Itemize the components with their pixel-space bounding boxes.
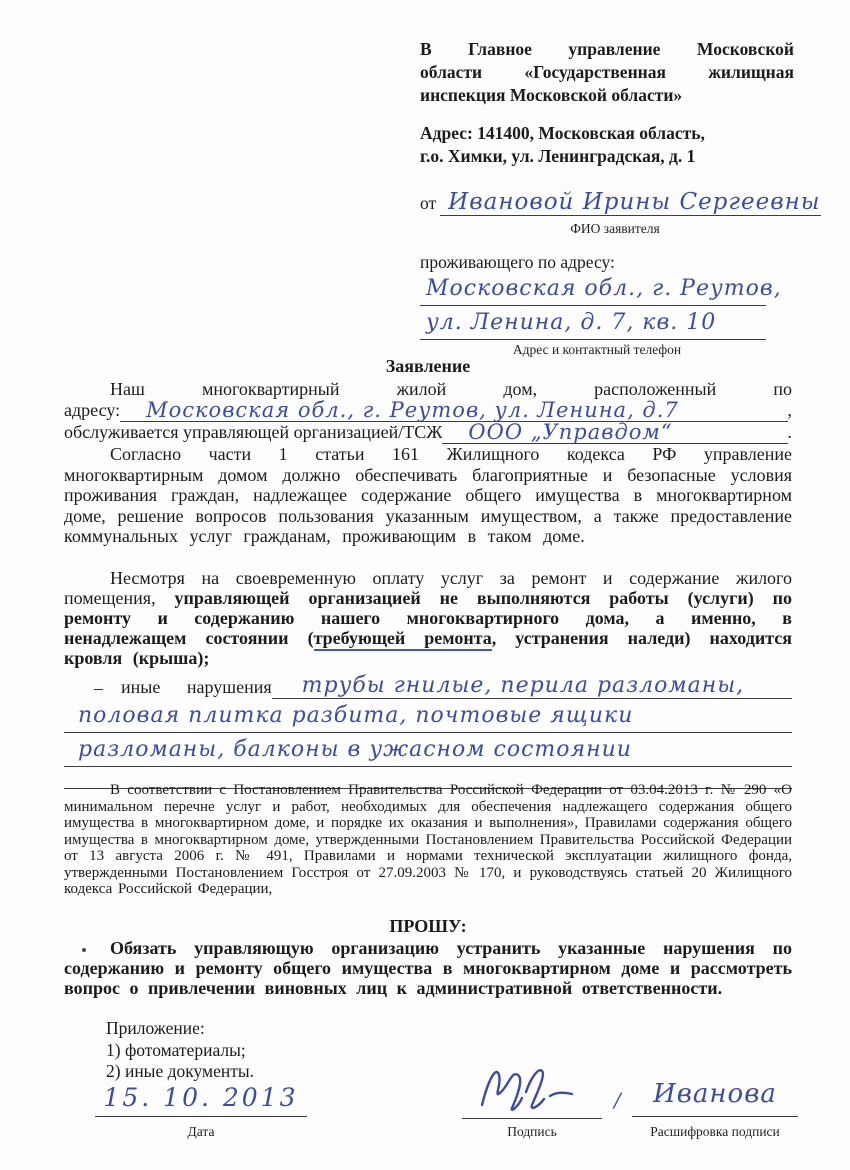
recipient-line: В Главное управление Московской: [420, 39, 794, 59]
paragraph-violations-intro: [64, 568, 792, 668]
applicant-name-caption: ФИО заявителя: [570, 221, 660, 236]
violations-field-line2[interactable]: половая плитка разбита, почтовые ящики: [64, 699, 792, 733]
date-caption: Дата: [187, 1124, 215, 1139]
recipient-address-line: Адрес: 141400, Московская область,: [420, 123, 705, 143]
paragraph-legal-references: В соответствии с Постановлением Правительства Российской Федерации от 03.04.2013 г. № 290 «О минимальном перечне услуг и работ, необходимых для обеспечения надлежащего содержания общего имущества в многоквартирном доме, и порядке их оказания и выполнения», Правилами содержания общего имущества в многоквартирном доме, утвержденными Постановлением Правительства Российской Федерации от 13 августа 2006 г. № 491, Правилами и нормами технической эксплуатации жилищного фонда, утвержденными Постановлением Госстроя от 27.09.2003 № 170, и руководствуясь статьей 20 Жилищного кодекса Российской Федерации,: [64, 782, 792, 897]
attachments-block: [106, 1018, 254, 1083]
recipient-block: [420, 38, 794, 168]
paragraph-house-info: [64, 379, 792, 444]
violations-field-line3[interactable]: разломаны, балконы в ужасном состоянии: [64, 733, 792, 767]
paragraph-line: Наш многоквартирный жилой дом, расположенный по: [110, 379, 792, 399]
paragraph-housing-code: Согласно части 1 статьи 161 Жилищного кодекса РФ управление многоквартирным домом должно обеспечивать благоприятные и безопасные условия проживания граждан, надлежащее содержание общего имущества в многоквартирном доме, решение вопросов пользования указанным имуществом, а также предоставление коммунальных услуг гражданам, проживающим в таком доме.: [64, 444, 792, 546]
request-heading: ПРОШУ:: [389, 916, 467, 936]
applicant-name-handwriting: Ивановой Ирины Сергеевны: [448, 189, 821, 215]
attachment-item: 2) иные документы.: [106, 1061, 254, 1081]
signature-transcript-field[interactable]: Иванова: [632, 1072, 798, 1117]
house-address-field[interactable]: [120, 399, 787, 422]
paragraph-bold-text: , устранения наледи) находится кровля (крыша);: [64, 628, 792, 668]
management-org-label: обслуживается управляющей организацией/ТСЖ: [64, 422, 443, 442]
attachments-label: Приложение:: [106, 1018, 205, 1038]
other-violations-label: иные нарушения: [121, 677, 272, 697]
from-prefix-label: от: [420, 193, 437, 213]
residence-line2-field[interactable]: ул. Ленина, д. 7, кв. 10: [420, 306, 766, 340]
transcript-caption: Расшифровка подписи: [650, 1124, 780, 1139]
residence-line1-field[interactable]: Московская обл., г. Реутов,: [420, 272, 766, 306]
paragraph-bold-text: управляющей организацией не выполняются работы (услуги) по ремонту и содержанию нашего многоквартирного дома, а именно, в ненадлежащем состоянии (: [64, 588, 792, 648]
address-field-label: адресу:: [64, 400, 121, 420]
document-title: Заявление: [385, 356, 471, 376]
from-row: [420, 182, 821, 216]
residence-block: [420, 272, 782, 340]
signature-caption: Подпись: [507, 1124, 557, 1139]
other-violations-block: [64, 666, 792, 789]
signature-separator: /: [614, 1088, 622, 1112]
management-org-handwriting: ООО „Управдом“: [468, 420, 673, 444]
management-org-field[interactable]: [442, 421, 787, 444]
pen-underlined-text: требующей ремонта: [314, 628, 492, 651]
applicant-name-field[interactable]: [440, 190, 820, 216]
stray-ink-dot: [82, 948, 86, 952]
line-tail: ,: [787, 400, 792, 420]
residence-label: проживающего по адресу:: [420, 252, 615, 272]
violations-field-line1[interactable]: [272, 674, 792, 699]
paragraph-text: Несмотря на своевременную оплату услуг за ремонт и содержание жилого помещения,: [64, 568, 792, 608]
attachment-item: 1) фотоматериалы;: [106, 1039, 246, 1060]
list-dash: –: [94, 678, 103, 698]
residence-caption: Адрес и контактный телефон: [512, 342, 682, 357]
violations-handwriting: трубы гнилые, перила разломаны,: [301, 673, 745, 698]
recipient-line: области «Государственная жилищная: [420, 62, 794, 82]
signature-field[interactable]: [462, 1064, 602, 1119]
date-field[interactable]: 15. 10. 2013: [95, 1080, 307, 1117]
request-paragraph: Обязать управляющую организацию устранить указанные нарушения по содержанию и ремонту общего имущества в многоквартирном доме и рассмотреть вопрос о привлечении виновных лиц к административной ответственности.: [64, 938, 792, 998]
recipient-line: инспекция Московской области»: [420, 85, 683, 105]
line-tail: .: [787, 422, 792, 442]
recipient-address-line: г.о. Химки, ул. Ленинградская, д. 1: [420, 146, 696, 166]
house-address-handwriting: Московская обл., г. Реутов, ул. Ленина, д.7: [146, 398, 679, 422]
signature-scribble-icon: [474, 1061, 590, 1118]
